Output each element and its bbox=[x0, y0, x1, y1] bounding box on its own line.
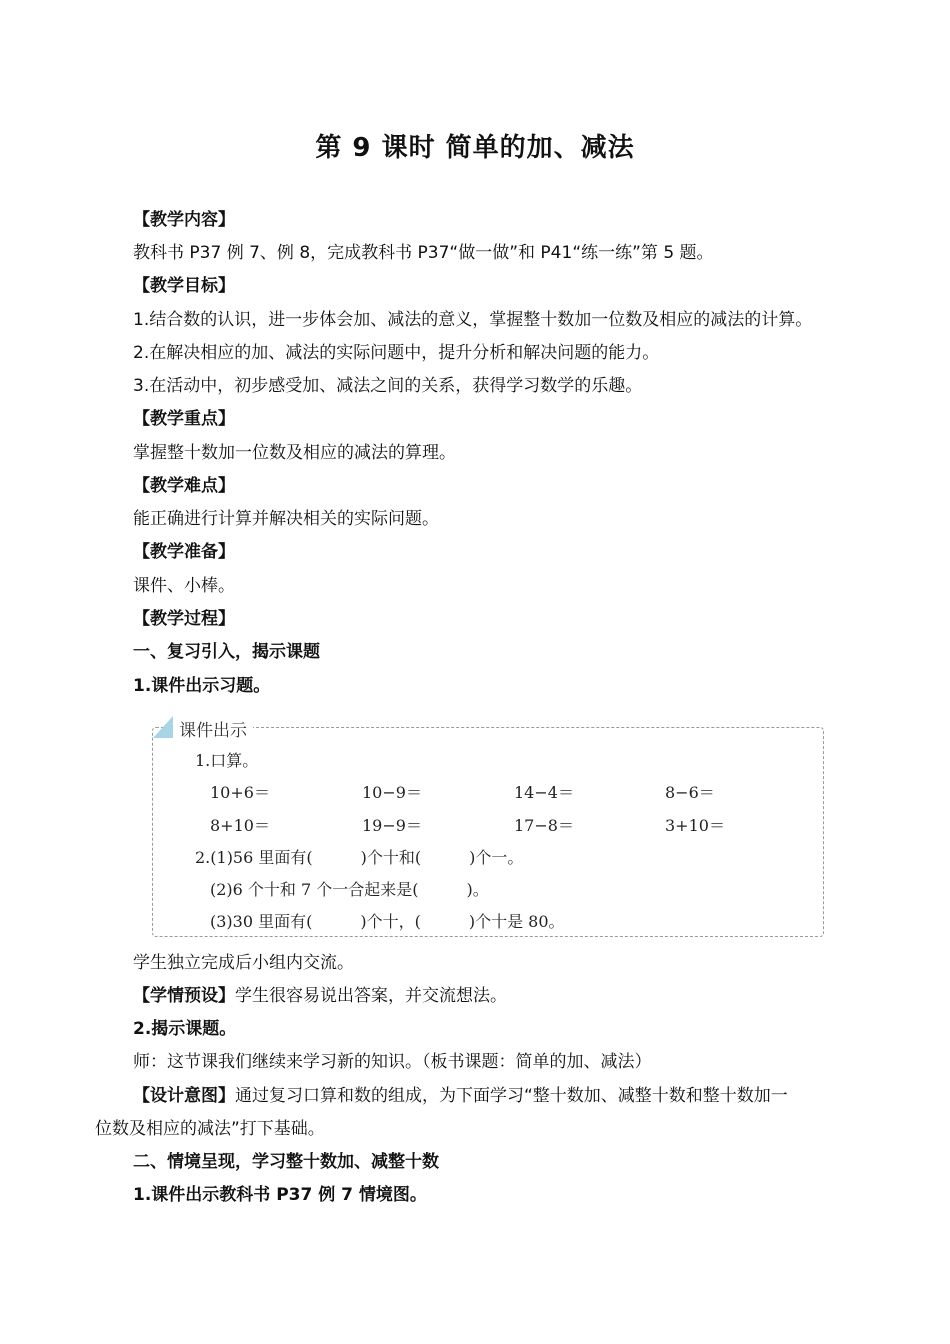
prep-text: 课件、小棒。 bbox=[133, 576, 235, 596]
goal-2: 2.在解决相应的加、减法的实际问题中，提升分析和解决问题的能力。 bbox=[133, 343, 660, 363]
key-text: 掌握整十数加一位数及相应的减法的算理。 bbox=[133, 443, 456, 463]
section-heading-key: 【教学重点】 bbox=[133, 409, 235, 429]
calc-cell: 10+6＝ bbox=[210, 783, 270, 802]
question-2-2: (2)6 个十和 7 个一合起来是( )。 bbox=[210, 880, 489, 899]
preset-heading: 【学情预设】 bbox=[133, 986, 235, 1006]
calc-cell: 3+10＝ bbox=[665, 816, 725, 835]
calc-cell: 10−9＝ bbox=[362, 783, 422, 802]
question-1: 1.口算。 bbox=[195, 751, 259, 770]
design-line bbox=[133, 1084, 788, 1108]
difficulty-text: 能正确进行计算并解决相关的实际问题。 bbox=[133, 509, 439, 529]
content-text: 教科书 P37 例 7、例 8，完成教科书 P37“做一做”和 P41“练一练”第 5 题。 bbox=[133, 243, 714, 263]
after-box-text: 学生独立完成后小组内交流。 bbox=[133, 953, 354, 973]
calc-cell: 17−8＝ bbox=[514, 816, 574, 835]
part-2-heading: 二、情境呈现，学习整十数加、减整十数 bbox=[133, 1152, 439, 1172]
section-heading-goals: 【教学目标】 bbox=[133, 276, 235, 296]
question-2-3: (3)30 里面有( )个十，( )个十是 80。 bbox=[210, 912, 565, 931]
calc-cell: 8−6＝ bbox=[665, 783, 715, 802]
step-1: 1.课件出示习题。 bbox=[133, 676, 271, 696]
calc-cell: 8+10＝ bbox=[210, 816, 270, 835]
calc-cell: 19−9＝ bbox=[362, 816, 422, 835]
part-1-heading: 一、复习引入，揭示课题 bbox=[133, 642, 320, 662]
goal-1: 1.结合数的认识，进一步体会加、减法的意义，掌握整十数加一位数及相应的减法的计算。 bbox=[133, 310, 813, 330]
question-2-1: 2.(1)56 里面有( )个十和( )个一。 bbox=[195, 848, 524, 867]
corner-triangle-icon bbox=[153, 716, 173, 738]
section-heading-content: 【教学内容】 bbox=[133, 210, 235, 230]
calc-cell: 14−4＝ bbox=[514, 783, 574, 802]
page-title: 第 9 课时 简单的加、减法 bbox=[315, 133, 635, 163]
design-text-continued: 位数及相应的减法”打下基础。 bbox=[95, 1119, 325, 1139]
goal-3: 3.在活动中，初步感受加、减法之间的关系，获得学习数学的乐趣。 bbox=[133, 376, 643, 396]
exercise-box bbox=[152, 721, 824, 937]
design-text: 通过复习口算和数的组成，为下面学习“整十数加、减整十数和整十数加一 bbox=[235, 1086, 788, 1106]
step-3: 1.课件出示教科书 P37 例 7 情境图。 bbox=[133, 1185, 427, 1205]
teacher-text: 师：这节课我们继续来学习新的知识。（板书课题：简单的加、减法） bbox=[133, 1052, 652, 1072]
section-heading-process: 【教学过程】 bbox=[133, 609, 235, 629]
preset-text: 学生很容易说出答案，并交流想法。 bbox=[235, 986, 507, 1006]
step-2: 2.揭示课题。 bbox=[133, 1019, 237, 1039]
preset-line bbox=[133, 984, 507, 1008]
section-heading-prep: 【教学准备】 bbox=[133, 542, 235, 562]
design-heading: 【设计意图】 bbox=[133, 1086, 235, 1106]
exercise-box-label: 课件出示 bbox=[173, 716, 253, 741]
section-heading-difficulty: 【教学难点】 bbox=[133, 476, 235, 496]
